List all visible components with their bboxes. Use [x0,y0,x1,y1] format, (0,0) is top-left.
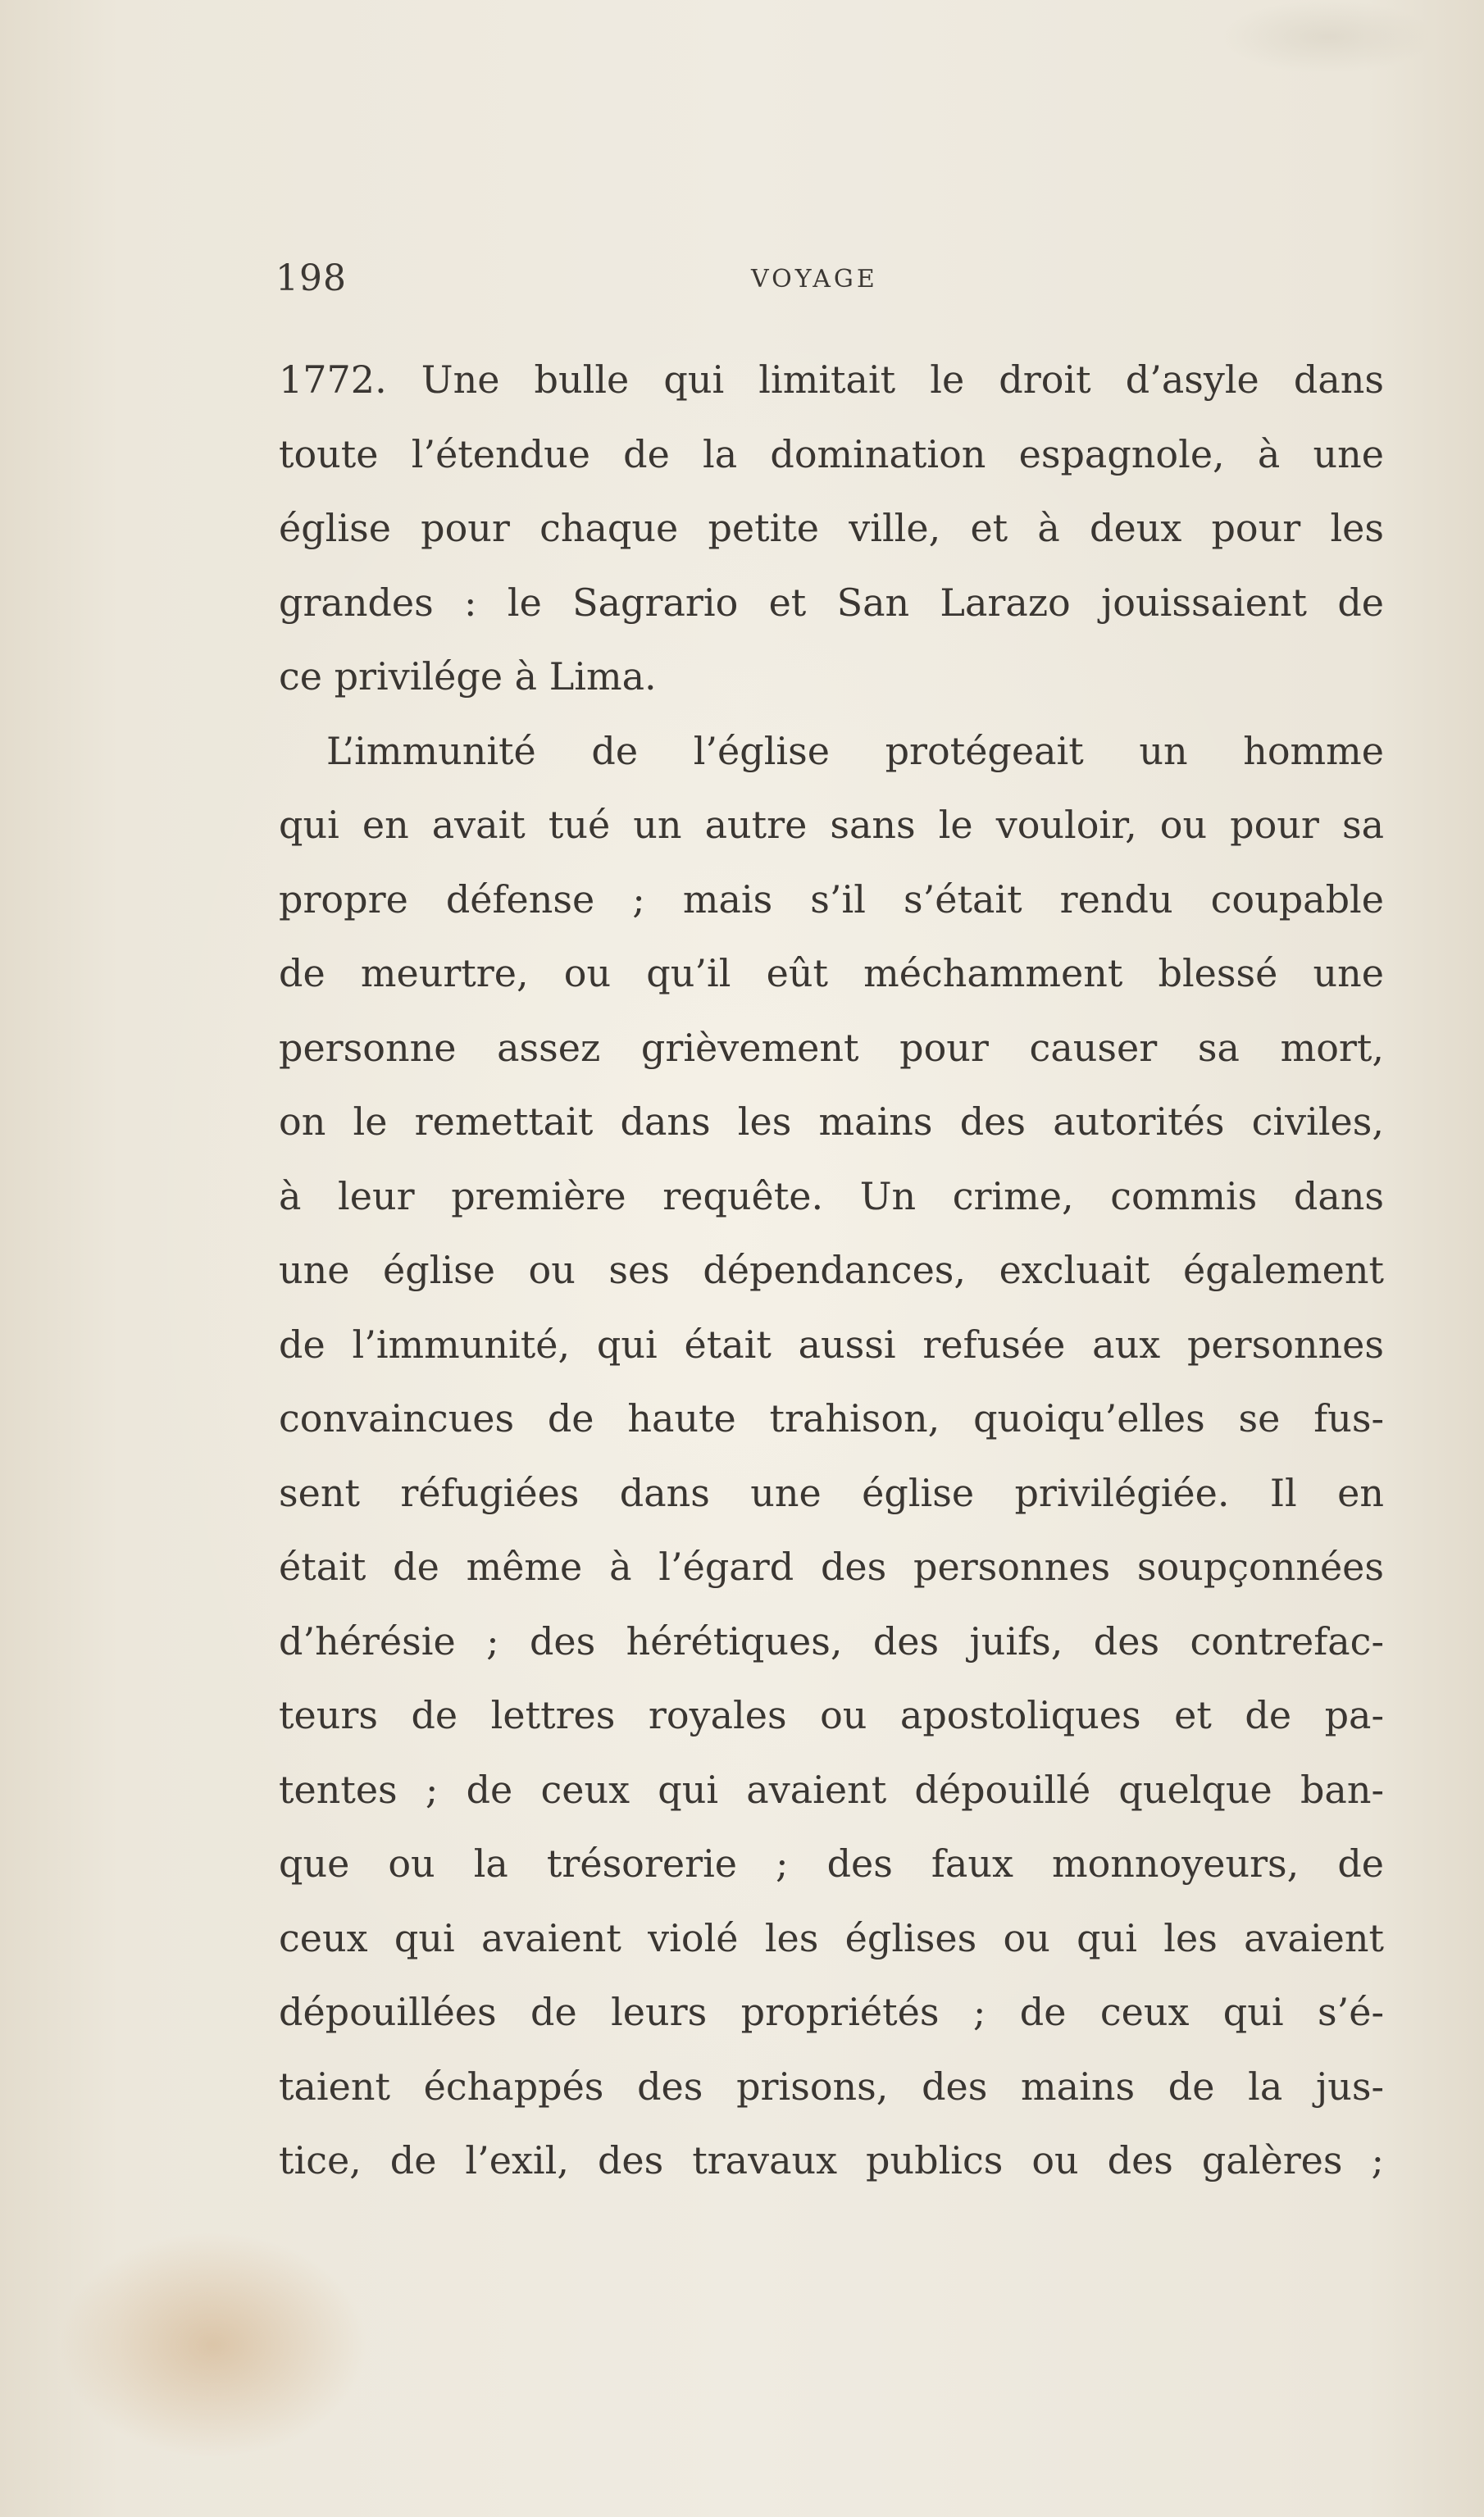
body-text [279,343,1384,2198]
text-line: église pour chaque petite ville, et à deux pour les [279,506,1384,550]
text-line: de meurtre, ou qu’il eût méchamment blessé une [279,951,1384,995]
text-line: 1772. Une bulle qui limitait le droit d’asyle dans [279,357,1384,402]
page-number: 198 [275,257,347,299]
text-line: ce privilége à Lima. [279,654,657,699]
text-line: sent réfugiées dans une église privilégiée. Il en [279,1470,1384,1515]
text-line: personne assez grièvement pour causer sa mort, [279,1025,1384,1070]
text-line: ceux qui avaient violé les églises ou qui les avaient [279,1915,1384,1960]
text-line: L’immunité de l’église protégeait un homme [326,728,1384,773]
text-line: qui en avait tué un autre sans le vouloir, ou pour sa [279,803,1384,847]
text-line: était de même à l’égard des personnes soupçonnées [279,1545,1384,1589]
text-line: grandes : le Sagrario et San Larazo jouissaient de [279,580,1384,625]
text-line: tice, de l’exil, des travaux publics ou des galères ; [279,2138,1384,2182]
text-line: à leur première requête. Un crime, commis dans [279,1173,1384,1218]
page-header [275,254,1384,303]
text-line: de l’immunité, qui était aussi refusée aux personnes [279,1322,1384,1367]
text-line: on le remettait dans les mains des autorités civiles, [279,1099,1384,1144]
text-line: une église ou ses dépendances, excluait également [279,1248,1384,1292]
text-line: convaincues de haute trahison, quoiqu’elles se fus- [279,1396,1384,1441]
running-head: VOYAGE [751,265,878,294]
text-line: propre défense ; mais s’il s’était rendu coupable [279,876,1384,922]
text-line: que ou la trésorerie ; des faux monnoyeurs, de [279,1841,1384,1886]
text-line: teurs de lettres royales ou apostoliques et de pa- [279,1693,1384,1737]
text-line: taient échappés des prisons, des mains de la jus- [279,2064,1384,2109]
text-line: dépouillées de leurs propriétés ; de ceux qui s’é- [279,1990,1384,2034]
paper-stain [1222,0,1435,74]
text-line: tentes ; de ceux qui avaient dépouillé quelque ban- [279,1767,1384,1812]
text-line: toute l’étendue de la domination espagnole, à une [279,431,1384,476]
text-line: d’hérésie ; des hérétiques, des juifs, des contrefac- [279,1618,1384,1664]
